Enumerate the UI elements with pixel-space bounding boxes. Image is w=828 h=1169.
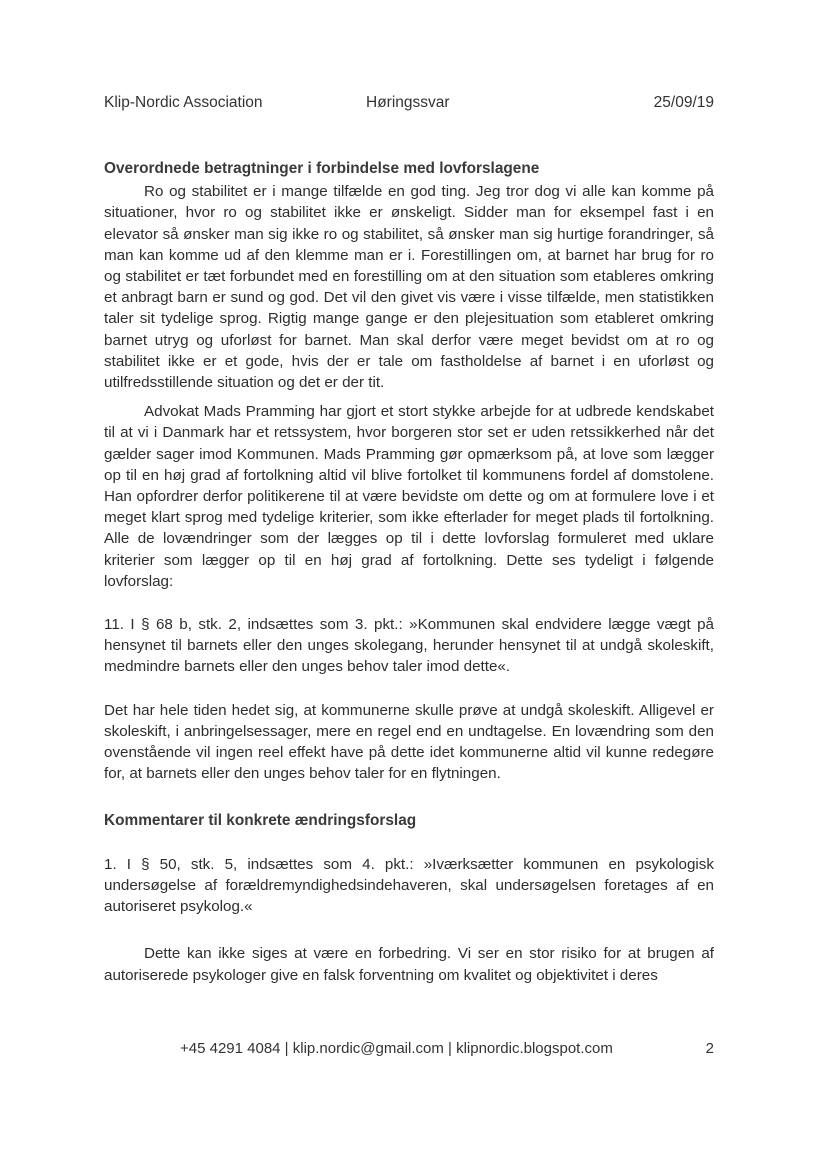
header-organization: Klip-Nordic Association [104,94,263,111]
paragraph-psychologist-risk: Dette kan ikke siges at være en forbedring. Vi ser en stor risiko for at brugen af autoriserede psykologer give en falsk forventning om kvalitet og objektivitet i deres [104,945,714,984]
paragraph-stability: Ro og stabilitet er i mange tilfælde en god ting. Jeg tror dog vi alle kan komme på situationer, hvor ro og stabilitet ikke er ønskeligt. Sidder man for eksempel fast i en elevator så ønsker man sig ikke ro og stabilitet, så ønsker man sig hurtige forandringer, så man kan komme ud af den klemme man er i. Forestillingen om, at barnet har brug for ro og stabilitet er tæt forbundet med en forestilling om at den situation som etableres omkring et anbragt barn er sund og god. Det vil den givet vis være i visse tilfælde, men statistikken taler sit tydelige sprog. Rigtig mange gange er den plejesituation som etableret omkring barnet utryg og uforløst for barnet. Man skal derfor være meget bevidst om at ro og stabilitet ikke er et gode, hvis der er tale om fastholdelse af barnet i en uforløst og utilfredsstillende situation og det er der tit. [104,183,714,392]
paragraph-legal-certainty: Advokat Mads Pramming har gjort et stort stykke arbejde for at udbrede kendskabet til at vi i Danmark har et retssystem, hvor borgeren stor set er uden retssikkerhed når det gælder sager imod Kommunen. Mads Pramming gør opmærksom på, at love som lægger op til en høj grad af fortolkning altid vil blive fortolket til kommunens fordel af domstolene. Han opfordrer derfor politikerene til at være bevidste om dette og om at formulere love i et meget klart sprog med tydelige kriterier, som ikke efterlader for meget plads til fortolkning. Alle de lovændringer som der lægges op til i dette lovforslag formuleret med uklare kriterier som lægger op til en høj grad af fortolkning. Dette ses tydeligt i følgende lovforslag: [104,403,714,590]
page-number: 2 [705,1040,714,1057]
paragraph-law-quote-50: 1. I § 50, stk. 5, indsættes som 4. pkt.: »Iværksætter kommunen en psykologisk undersøgelse af forældremyndighedsindehaveren, skal undersøgelsen foretages af en autoriseret psykolog.« [104,855,714,916]
footer-contact-info: +45 4291 4084 | klip.nordic@gmail.com | klipnordic.blogspot.com [180,1040,613,1057]
paragraph-school-change: Det har hele tiden hedet sig, at kommunerne skulle prøve at undgå skoleskift. Alligevel er skoleskift, i anbringelsessager, mere en regel end en undtagelse. En lovændring som den ovenstående vil ingen reel effekt have på dette idet kommunerne altid vil kunne redegøre for, at barnets eller den unges behov taler for en flytningen. [104,701,714,783]
document-body [104,158,714,994]
section-heading-general-considerations: Overordnede betragtninger i forbindelse med lovforslagene [104,160,540,177]
page-header [104,94,714,116]
header-document-type: Høringssvar [366,94,450,111]
section-heading-concrete-amendments: Kommentarer til konkrete ændringsforslag [104,812,417,830]
page-footer [104,1040,714,1062]
header-date: 25/09/19 [653,94,714,111]
paragraph-law-quote-68b: 11. I § 68 b, stk. 2, indsættes som 3. pkt.: »Kommunen skal endvidere lægge vægt på hensynet til barnets eller den unges skolegang, herunder hensynet til at undgå skoleskift, medmindre barnets eller den unges behov taler imod dette«. [104,616,714,676]
